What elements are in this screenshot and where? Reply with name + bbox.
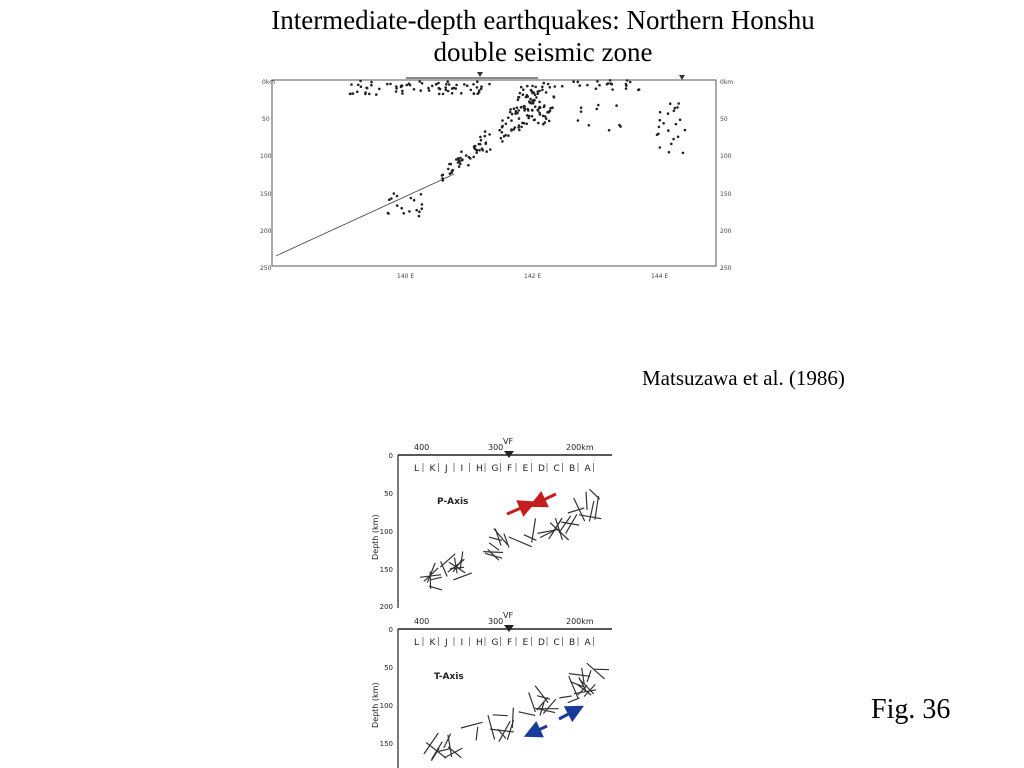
station-letter: D [538,638,545,648]
station-letter: L [414,638,420,648]
title-line-2: double seismic zone [433,37,653,68]
figure-label: Fig. 36 [871,694,951,725]
focal-axis-bar [559,696,571,698]
depth-tick: 200 [379,603,393,611]
focal-axis-bar [524,535,537,541]
station-letter-row [414,637,594,648]
station-letter: J [445,638,448,648]
focal-axis-bar [586,492,587,510]
station-letter: B [569,638,576,648]
longitude-tick: 142 E [524,273,542,280]
focal-axis-bar [485,553,502,558]
left-depth-tick: 150 [260,191,272,198]
right-depth-tick: 50 [720,116,728,123]
station-letter: E [522,638,529,648]
citation: Matsuzawa et al. (1986) [642,366,845,390]
distance-tick: 300 [488,443,504,452]
axis-type-label: T-Axis [434,672,464,682]
depth-axis-label: Depth (km) [371,682,380,728]
depth-tick: 50 [384,490,393,498]
focal-axis-bar [483,552,503,553]
right-depth-tick: 0km [720,79,734,86]
focal-axis-bar [430,572,431,589]
distance-tick: 300 [488,617,504,626]
station-letter: J [445,464,448,474]
station-letter: C [553,464,560,474]
focal-axis-bar [453,573,472,580]
tension-arrow-left-icon [532,726,547,733]
station-letter: G [491,464,499,474]
station-letter: F [507,464,513,474]
station-letter: L [414,464,420,474]
depth-tick: 0 [388,626,393,634]
right-depth-tick: 200 [720,228,732,235]
t-axis-panel [371,611,612,768]
compression-arrow-left-icon [537,494,556,503]
right-depth-tick: 150 [720,191,732,198]
focal-axis-bar [476,727,478,741]
right-depth-tick: 250 [720,265,732,272]
distance-tick: 200km [566,443,594,452]
focal-axis-bar [589,489,599,499]
focal-axis-bar [589,501,594,522]
depth-ticks [380,626,393,748]
right-depth-tick: 100 [720,153,732,160]
focal-axis-bar [595,496,599,520]
station-letter: A [584,464,591,474]
depth-ticks [380,452,393,611]
tension-arrow-right-icon [559,710,576,719]
focal-axis-bar [461,722,483,728]
depth-axis-label: Depth (km) [371,514,380,560]
depth-tick: 100 [379,702,393,710]
focal-axis-bar [509,537,532,547]
station-marker-label: VF [503,437,514,446]
station-letter: A [584,638,591,648]
focal-axis-bar [569,676,579,699]
focal-axis-bar [489,543,499,550]
station-letter: I [460,464,464,474]
title-line-1: Intermediate-depth earthquakes: Northern Honshu [271,5,815,35]
compression-arrow-right-icon [507,505,528,514]
station-letter: H [476,638,483,648]
distance-tick: 400 [414,617,430,626]
station-letter: D [538,464,545,474]
station-letter: F [507,638,513,648]
station-letter: K [429,464,436,474]
focal-axis-bar [519,712,536,716]
focal-axis-bar [540,529,557,538]
distance-tick: 400 [414,443,430,452]
station-marker-label: VF [503,611,514,620]
p-axis-panel [371,437,612,611]
station-letter: E [522,464,529,474]
focal-axis-bar [438,749,450,752]
depth-tick: 150 [379,566,393,574]
depth-tick: 0 [388,452,393,460]
station-letter: I [460,638,464,648]
left-depth-tick: 50 [262,116,270,123]
station-letter: C [553,638,560,648]
focal-axis-bar [529,692,536,712]
axis-type-label: P-Axis [437,497,469,507]
longitude-tick: 144 E [651,273,669,280]
station-letter-row [414,463,594,474]
depth-tick: 150 [379,740,393,748]
station-letter: G [491,638,499,648]
focal-axis-bar [569,674,590,677]
depth-tick: 50 [384,664,393,672]
focal-axis-bar [448,747,461,758]
left-depth-tick: 0km [262,79,276,86]
longitude-tick: 140 E [397,273,415,280]
left-depth-tick: 200 [260,228,272,235]
focal-axis-bar [559,516,571,533]
focal-axis-bar [430,577,442,580]
focal-axis-bar [488,715,495,740]
left-depth-tick: 250 [260,265,272,272]
focal-axis-bar [535,686,548,703]
left-depth-tick: 100 [260,153,272,160]
focal-axis-bar [489,537,502,540]
distance-tick: 200km [566,617,594,626]
station-letter: H [476,464,483,474]
focal-axis-bar [568,508,585,513]
depth-tick: 100 [379,528,393,536]
station-letter: K [429,638,436,648]
focal-axis-bar [493,715,508,716]
station-letter: B [569,464,576,474]
focal-axis-bar [507,720,513,740]
